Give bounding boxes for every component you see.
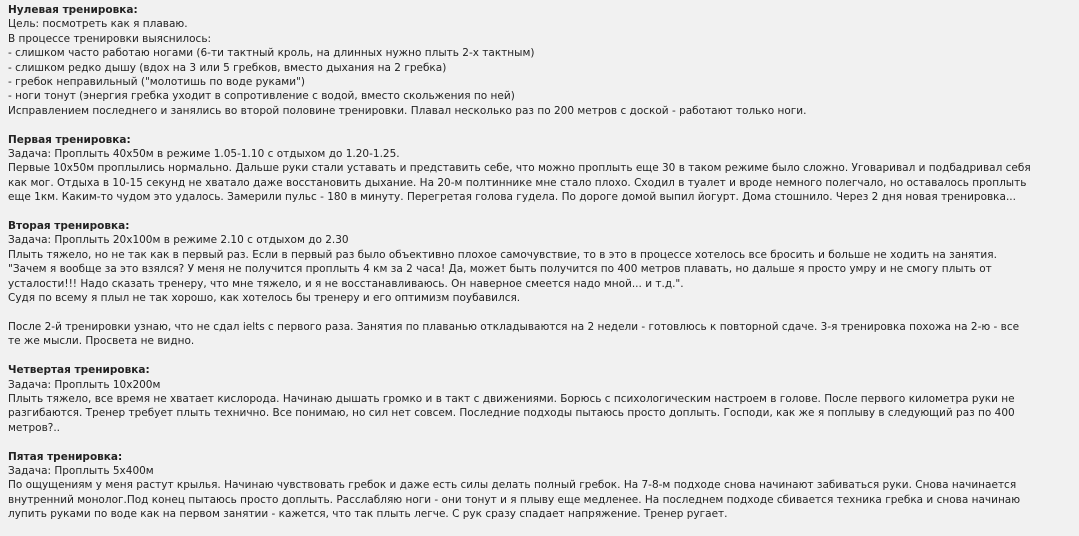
text-line: усталости!!! Надо сказать тренеру, что мне тяжело, и я не восстанавливаюсь. Он наверное смеется надо мной... и т.д.". [8,277,684,290]
text-line: В процессе тренировки выяснилось: [8,32,212,45]
note-paragraph [8,320,1070,349]
section-training-2 [8,219,1070,305]
text-line: лупить руками по воде как на первом занятии - кажется, что так плыть легче. С рук сразу спадает напряжение. Тренер ругает. [8,508,728,521]
text-line: Цель: посмотреть как я плаваю. [8,18,188,31]
section-title: Вторая тренировка: [8,220,130,233]
section-training-0 [8,3,1070,118]
text-line: Судя по всему я плыл не так хорошо, как хотелось бы тренеру и его оптимизм поубавился. [8,292,521,305]
section-training-1 [8,133,1070,205]
text-line: После 2-й тренировки узнаю, что не сдал ielts с первого раза. Занятия по плаванью откладываются на 2 недели - готовлюсь к повторной сдаче. 3-я тренировка похожа на 2-ю - все [8,320,1020,333]
section-title: Нулевая тренировка: [8,4,138,16]
text-line: - слишком редко дышу (вдох на 3 или 5 гребков, вместо дыхания на 2 гребка) [8,61,447,74]
text-line: как мог. Отдыха в 10-15 секунд не хватало даже восстановить дыхание. На 20-м полтиннике мне стало плохо. Сходил в туалет и вроде немного полегчало, но оставалось проплыть [8,176,1027,189]
text-line: Плыть тяжело, но не так как в первый раз. Если в первый раз было объективно плохое самочувствие, то в это в процессе хотелось все бросить и больше не ходить на занятия. [8,248,997,261]
text-line: Задача: Проплыть 10x200м [8,378,161,391]
text-line: По ощущениям у меня растут крылья. Начинаю чувствовать гребок и даже есть силы делать полный гребок. На 7-8-м подходе снова начинают забиваться руки. Снова начинается [8,479,1017,492]
section-title: Четвертая тренировка: [8,364,150,377]
text-line: еще 1км. Каким-то чудом это удалось. Замерили пульс - 180 в минуту. Перегретая голова гудела. По дороге домой выпил йогурт. Дома стошнило. Через 2 дня новая тренировка... [8,191,1016,204]
text-line: внутренний монолог.Под конец пытаюсь просто доплыть. Расслабляю ноги - они тонут и я плыву еще медленее. На последнем подходе сбивается техника гребка и снова начинаю [8,493,1021,506]
text-line: Задача: Проплыть 5x400м [8,464,154,477]
section-training-4 [8,363,1070,435]
article-content [8,3,1070,536]
text-line: метров?.. [8,421,61,434]
text-line: Задача: Проплыть 20x100м в режиме 2.10 с отдыхом до 2.30 [8,234,349,247]
text-line: Исправлением последнего и занялись во второй половине тренировки. Плавал несколько раз по 200 метров с доской - работают только ноги. [8,104,807,117]
text-line: Первые 10x50м проплылись нормально. Дальше руки стали уставать и представить себе, что можно проплыть еще 30 в таком режиме было сложно. Уговаривал и подбадривал себя [8,162,1031,175]
section-title: Пятая тренировка: [8,450,123,463]
text-line: разгибаются. Тренер требует плыть технично. Все понимаю, но сил нет совсем. Последние подходы пытаюсь просто доплыть. Господи, как же я поплыву в следующий раз по 400 [8,407,1015,420]
text-line: Плыть тяжело, все время не хватает кислорода. Начинаю дышать громко и в такт с движениями. Борюсь с психологическим настроем в голове. После первого километра руки не [8,392,1015,405]
text-line: те же мысли. Просвета не видно. [8,335,195,348]
text-line: - слишком часто работаю ногами (6-ти тактный кроль, на длинных нужно плыть 2-х тактным) [8,47,535,60]
section-training-5 [8,450,1070,522]
text-line: Задача: Проплыть 40x50м в режиме 1.05-1.10 с отдыхом до 1.20-1.25. [8,148,400,161]
text-line: - гребок неправильный ("молотишь по воде руками") [8,76,305,89]
section-title: Первая тренировка: [8,133,131,146]
text-line: "Зачем я вообще за это взялся? У меня не получится проплыть 4 км за 2 часа! Да, может быть получится по 400 метров плавать, но дальше я просто умру и не смогу плыть от [8,263,992,276]
text-line: - ноги тонут (энергия гребка уходит в сопротивление с водой, вместо скольжения по ней) [8,90,515,103]
